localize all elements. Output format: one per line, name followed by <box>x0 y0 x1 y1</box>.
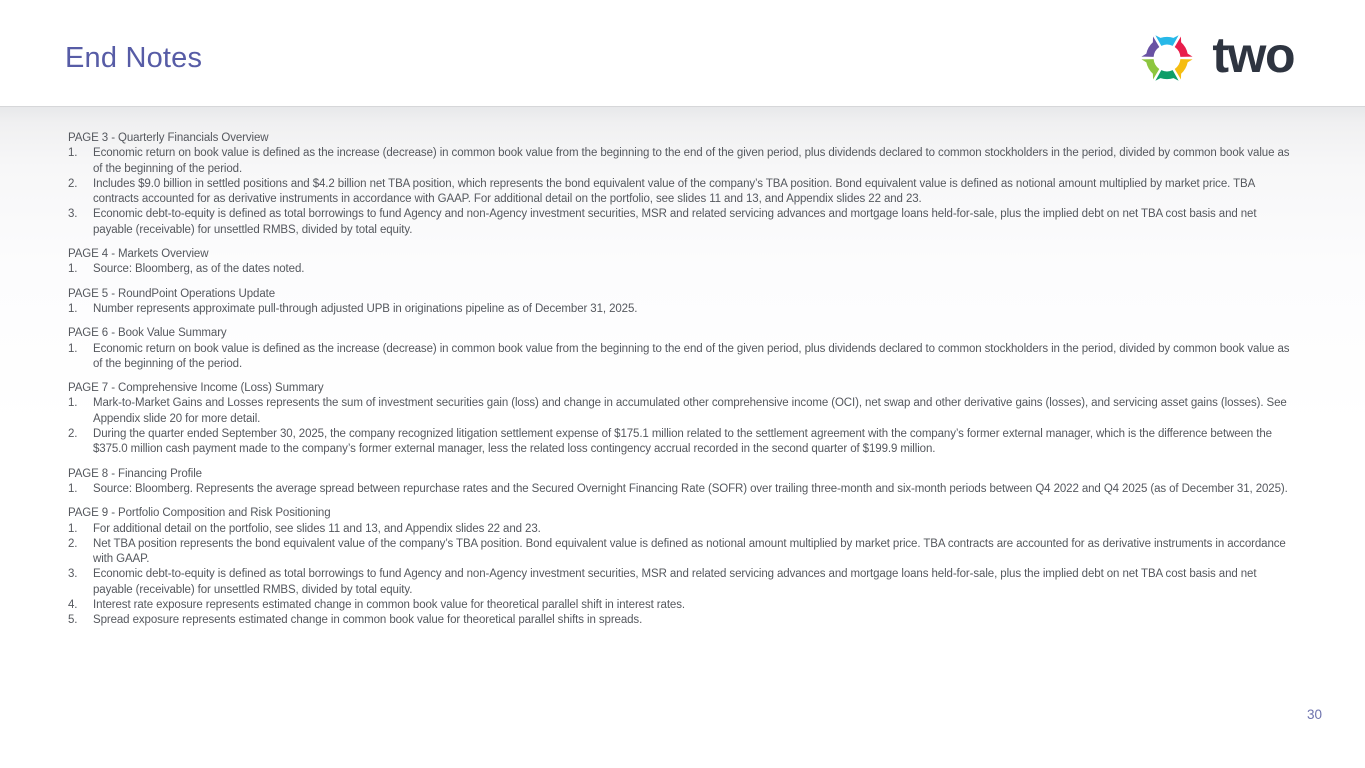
note-item <box>68 598 1297 613</box>
note-number: 2. <box>68 177 78 190</box>
endnote-sections <box>68 131 1297 629</box>
note-number: 5. <box>68 614 78 627</box>
endnote-section <box>68 467 1297 498</box>
note-item <box>68 522 1297 537</box>
note-number: 3. <box>68 208 78 221</box>
section-heading: PAGE 3 - Quarterly Financials Overview <box>68 132 269 144</box>
note-item <box>68 396 1297 427</box>
note-text: Economic debt-to-equity is defined as total borrowings to fund Agency and non-Agency investment securities, MSR and related servicing advances and mortgage loans held-for-sale, plus the implied debt on net TBA cost basis and net payable (receivable) for unsettled RMBS, divided by total equity. <box>93 568 1257 596</box>
note-list <box>68 146 1297 238</box>
note-number: 1. <box>68 302 78 315</box>
note-item <box>68 177 1297 208</box>
two-logo <box>1135 26 1294 90</box>
note-text: Economic debt-to-equity is defined as total borrowings to fund Agency and non-Agency investment securities, MSR and related servicing advances and mortgage loans held-for-sale, plus the implied debt on net TBA cost basis and net payable (receivable) for unsettled RMBS, divided by total equity. <box>93 208 1257 236</box>
note-text: Interest rate exposure represents estimated change in common book value for theoretical parallel shift in interest rates. <box>93 599 685 612</box>
note-text: Spread exposure represents estimated change in common book value for theoretical parallel shifts in spreads. <box>93 614 643 627</box>
note-list <box>68 302 1297 317</box>
note-text: During the quarter ended September 30, 2025, the company recognized litigation settlement expense of $175.1 million related to the settlement agreement with the company’s former external manager, which is the difference between the $375.0 million cash payment made to the company’s former external manager, less the related loss contingency accrual recorded in the second quarter of $199.9 million. <box>93 428 1272 456</box>
note-list <box>68 342 1297 373</box>
note-number: 3. <box>68 568 78 581</box>
note-text: Includes $9.0 billion in settled positions and $4.2 billion net TBA position, which represents the bond equivalent value of the company’s TBA position. Bond equivalent value is defined as notional amount multiplied by market price. TBA contracts accounted for as derivative instruments in accordance with GAAP. For additional detail on the portfolio, see slides 11 and 13, and Appendix slides 22 and 23. <box>93 177 1255 206</box>
note-number: 2. <box>68 428 78 441</box>
note-number: 1. <box>68 342 78 355</box>
note-number: 4. <box>68 599 78 612</box>
note-item <box>68 207 1297 238</box>
note-text: Source: Bloomberg. Represents the average spread between repurchase rates and the Secured Overnight Financing Rate (SOFR) over trailing three-month and six-month periods between Q4 2022 and Q4 2025 (as of December 31, 2025). <box>93 482 1288 495</box>
endnote-section <box>68 326 1297 372</box>
note-text: Economic return on book value is defined as the increase (decrease) in common book value from the beginning to the end of the given period, plus dividends declared to common stockholders in the period, divided by common book value as of the beginning of the period. <box>93 147 1290 175</box>
note-item <box>68 262 1297 277</box>
note-number: 1. <box>68 147 78 160</box>
note-number: 1. <box>68 397 78 410</box>
two-pinwheel-icon <box>1135 26 1199 90</box>
endnote-section <box>68 506 1297 628</box>
section-heading: PAGE 5 - RoundPoint Operations Update <box>68 287 276 300</box>
endnote-section <box>68 381 1297 457</box>
note-list <box>68 482 1297 497</box>
note-item <box>68 146 1297 177</box>
section-heading: PAGE 8 - Financing Profile <box>68 467 202 480</box>
note-list <box>68 396 1297 457</box>
section-heading: PAGE 9 - Portfolio Composition and Risk Positioning <box>68 507 331 520</box>
note-list <box>68 522 1297 629</box>
page-number: 30 <box>1306 707 1322 722</box>
slide-header <box>0 0 1365 106</box>
section-heading: PAGE 6 - Book Value Summary <box>68 327 227 340</box>
note-text: Net TBA position represents the bond equivalent value of the company’s TBA position. Bond equivalent value is defined as notional amount multiplied by market price. TBA contracts are accounted for as derivative instruments in accordance with GAAP. <box>93 537 1286 566</box>
note-item <box>68 427 1297 458</box>
endnote-section <box>68 247 1297 278</box>
note-list <box>68 262 1297 277</box>
note-text: Number represents approximate pull-through adjusted UPB in originations pipeline as of December 31, 2025. <box>93 302 638 315</box>
endnote-section <box>68 287 1297 318</box>
note-item <box>68 567 1297 598</box>
note-item <box>68 537 1297 568</box>
note-number: 1. <box>68 263 78 276</box>
section-heading: PAGE 7 - Comprehensive Income (Loss) Summary <box>68 382 324 395</box>
note-text: Source: Bloomberg, as of the dates noted. <box>93 263 305 276</box>
note-number: 1. <box>68 522 78 535</box>
note-text: Mark-to-Market Gains and Losses represents the sum of investment securities gain (loss) and change in accumulated other comprehensive income (OCI), net swap and other derivative gains (losses), and servicing asset gains (losses). See Appendix slide 20 for more detail. <box>93 397 1287 425</box>
note-item <box>68 342 1297 373</box>
note-item <box>68 482 1297 497</box>
note-number: 2. <box>68 537 78 550</box>
page-title: End Notes <box>65 42 203 74</box>
note-item <box>68 613 1297 628</box>
note-item <box>68 302 1297 317</box>
note-text: Economic return on book value is defined as the increase (decrease) in common book value from the beginning to the end of the given period, plus dividends declared to common stockholders in the period, divided by common book value as of the beginning of the period. <box>93 342 1290 370</box>
note-text: For additional detail on the portfolio, see slides 11 and 13, and Appendix slides 22 and 23. <box>93 522 541 535</box>
endnote-section <box>68 131 1297 238</box>
endnotes-content <box>0 106 1365 768</box>
section-heading: PAGE 4 - Markets Overview <box>68 248 209 261</box>
two-logo-wordmark: two <box>1212 27 1294 83</box>
note-number: 1. <box>68 482 78 495</box>
